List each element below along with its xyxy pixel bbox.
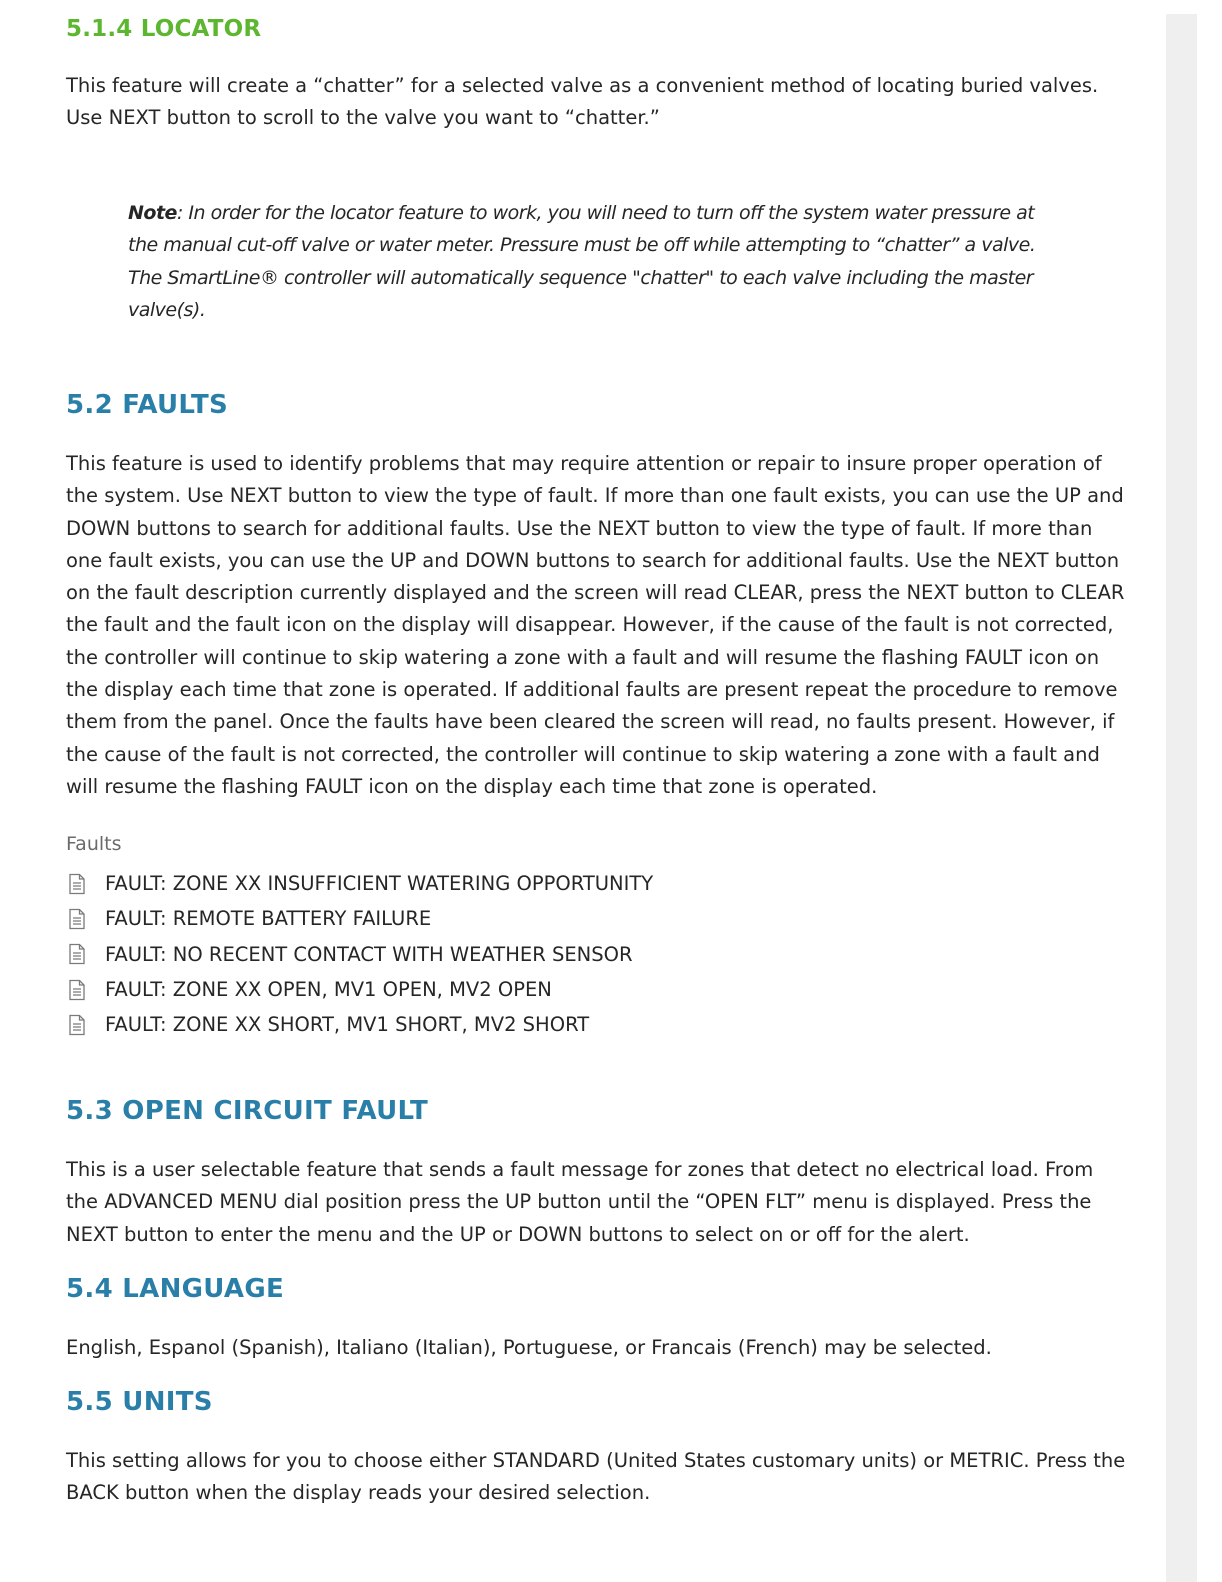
- fault-label: FAULT: NO RECENT CONTACT WITH WEATHER SENSOR: [105, 942, 633, 966]
- list-item[interactable]: [66, 937, 653, 972]
- faults-list-caption: Faults: [66, 833, 122, 855]
- list-item[interactable]: [66, 972, 653, 1007]
- document-icon: [66, 943, 88, 965]
- document-icon: [66, 979, 88, 1001]
- section-heading-units: 5.5 UNITS: [66, 1387, 213, 1417]
- list-item[interactable]: [66, 901, 653, 936]
- section-heading-language: 5.4 LANGUAGE: [66, 1274, 285, 1304]
- section-heading-open-circuit-fault: 5.3 OPEN CIRCUIT FAULT: [66, 1096, 429, 1126]
- note-label: Note: [128, 202, 177, 224]
- fault-label: FAULT: ZONE XX OPEN, MV1 OPEN, MV2 OPEN: [105, 978, 552, 1002]
- units-paragraph: This setting allows for you to choose either STANDARD (United States customary units) or METRIC. Press the BACK button when the display reads your desired selection.: [66, 1449, 1126, 1505]
- fault-label: FAULT: REMOTE BATTERY FAILURE: [105, 907, 432, 931]
- locator-note: [128, 197, 1048, 326]
- faults-paragraph: This feature is used to identify problems that may require attention or repair to insure proper operation of the system. Use NEXT button to view the type of fault. If more than one fault exists, you can use the UP and DOWN buttons to search for additional faults. Use the NEXT button to view the type of fault. If more than one fault exists, you can use the UP and DOWN buttons to search for additional faults. Use the NEXT button on the fault description currently displayed and the screen will read CLEAR, press the NEXT button to CLEAR the fault and the fault icon on the display will disappear. However, if the cause of the fault is not corrected, the controller will continue to skip watering a zone with a fault and will resume the flashing FAULT icon on the display each time that zone is operated. If additional faults are present repeat the procedure to remove them from the panel. Once the faults have been cleared the screen will read, no faults present. However, if the cause of the fault is not corrected, the controller will continue to skip watering a zone with a fault and will resume the flashing FAULT icon on the display each time that zone is operated.: [66, 452, 1125, 798]
- locator-paragraph: This feature will create a “chatter” for a selected valve as a convenient method of locating buried valves. Use NEXT button to scroll to the valve you want to “chatter.”: [66, 74, 1099, 130]
- section-heading-locator: 5.1.4 LOCATOR: [66, 16, 262, 42]
- section-heading-faults: 5.2 FAULTS: [66, 390, 229, 420]
- document-icon: [66, 1014, 88, 1036]
- open-circuit-paragraph: This is a user selectable feature that sends a fault message for zones that detect no electrical load. From the ADVANCED MENU dial position press the UP button until the “OPEN FLT” menu is displayed. Press the NEXT button to enter the menu and the UP or DOWN buttons to select on or off for the alert.: [66, 1158, 1094, 1246]
- scrollbar[interactable]: [1166, 14, 1197, 1582]
- language-paragraph: English, Espanol (Spanish), Italiano (Italian), Portuguese, or Francais (French) may be selected.: [66, 1336, 992, 1359]
- fault-label: FAULT: ZONE XX SHORT, MV1 SHORT, MV2 SHORT: [105, 1013, 590, 1037]
- document-icon: [66, 908, 88, 930]
- list-item[interactable]: [66, 866, 653, 901]
- faults-list: [66, 866, 653, 1042]
- note-text: : In order for the locator feature to work, you will need to turn off the system water pressure at the manual cut-off valve or water meter. Pressure must be off while attempting to “chatter” a valve. The SmartLine® controller will automatically sequence "chatter" to each valve including the master valve(s).: [128, 202, 1036, 321]
- list-item[interactable]: [66, 1007, 653, 1042]
- document-icon: [66, 873, 88, 895]
- fault-label: FAULT: ZONE XX INSUFFICIENT WATERING OPPORTUNITY: [105, 872, 654, 896]
